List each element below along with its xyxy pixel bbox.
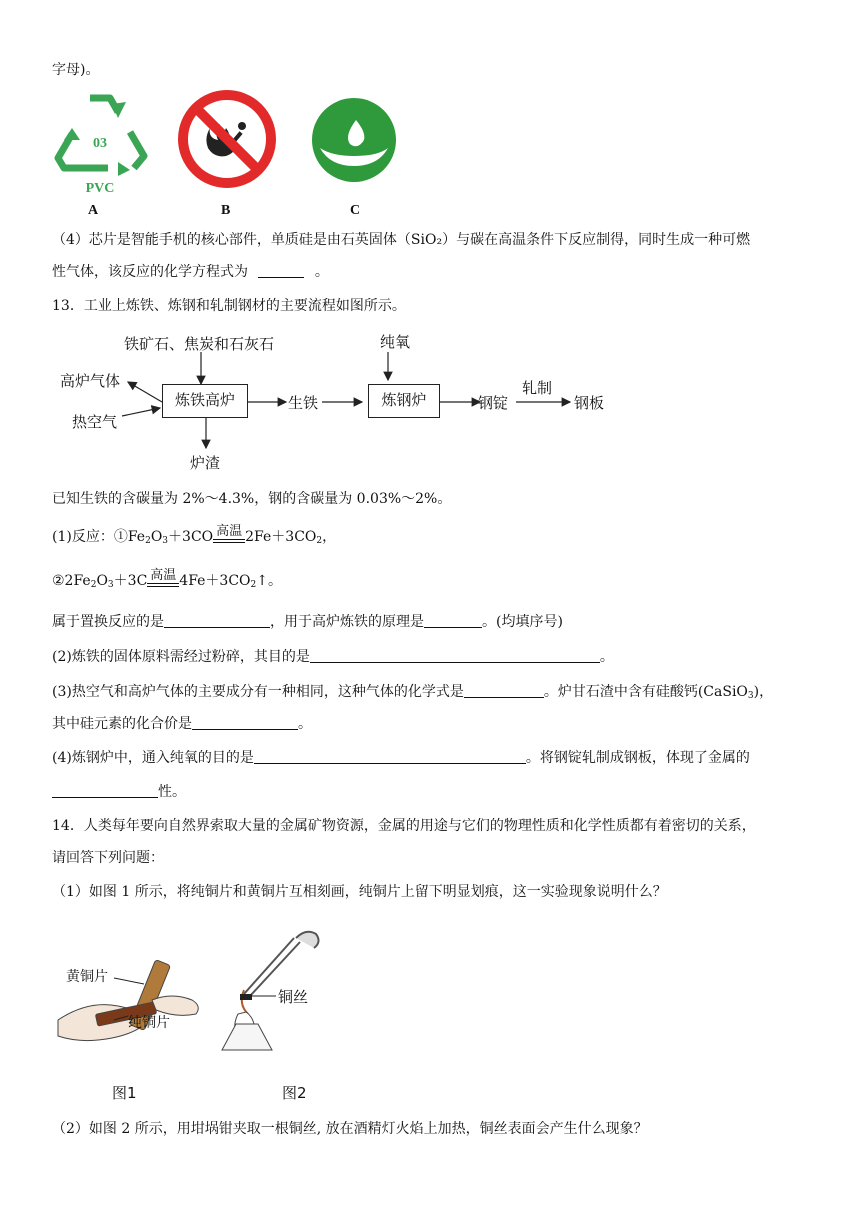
figure-1-illustration [56, 950, 216, 1050]
flow-blast-furnace: 炼铁高炉 [162, 384, 248, 418]
q12-part4-line1: （4）芯片是智能手机的核心部件，单质硅是由石英固体（SiO₂）与碳在高温条件下反应制得，同时生成一种可燃 [52, 232, 751, 248]
flow-raw-materials: 铁矿石、焦炭和石灰石 [124, 335, 275, 353]
flow-steel-plate: 钢板 [574, 394, 605, 412]
fig1-brass-label: 黄铜片 [66, 969, 108, 985]
fig1-caption: 图1 [112, 1084, 137, 1102]
q13-part4-line1: (4)炼钢炉中，通入纯氧的目的是 。将钢锭轧制成钢板，体现了金属的 [52, 750, 750, 766]
fig1-pure-copper-label: 纯铜片 [128, 1015, 170, 1031]
fig2-caption: 图2 [282, 1084, 307, 1102]
flow-pig-iron: 生铁 [288, 394, 319, 412]
water-saving-icon [310, 96, 398, 184]
flow-ingot: 钢锭 [478, 394, 509, 412]
answer-blank[interactable] [52, 783, 158, 798]
fig2-wire-label: 铜丝 [278, 988, 309, 1006]
flow-slag: 炉渣 [190, 454, 221, 472]
q14-title-line1: 14．人类每年要向自然界索取大量的金属矿物资源，金属的用途与它们的物理性质和化学性质都有着密切的关系， [52, 818, 756, 834]
answer-blank[interactable] [192, 715, 298, 730]
q13-known: 已知生铁的含碳量为 2%～4.3%，钢的含碳量为 0.03%～2%。 [52, 491, 452, 507]
icon-a-number: 03 [93, 136, 107, 151]
answer-blank[interactable] [310, 648, 600, 663]
recycle-pvc-icon [52, 88, 152, 198]
label-a: A [88, 203, 99, 218]
answer-blank[interactable] [254, 749, 526, 764]
q13-title: 13．工业上炼铁、炼钢和轧制钢材的主要流程如图所示。 [52, 298, 406, 314]
label-b: B [221, 203, 231, 218]
answer-blank[interactable] [258, 263, 304, 278]
flow-hot-air: 热空气 [72, 413, 118, 431]
flow-oxygen: 纯氧 [380, 333, 411, 351]
q13-part2: (2)炼铁的固体原料需经过粉碎，其目的是 。 [52, 649, 614, 665]
q13-part3-line1: (3)热空气和高炉气体的主要成分有一种相同，这种气体的化学式是 。炉甘石渣中含有硅酸钙(CaSiO$_3$)， [52, 684, 774, 701]
icon-a-text: PVC [85, 181, 115, 196]
reaction-2: $②2Fe_2O_3+3C$ 高温 $4Fe+3CO_2↑$。 [52, 568, 282, 590]
answer-blank[interactable] [464, 683, 544, 698]
q13-part4-line2: 性。 [52, 782, 186, 802]
answer-blank[interactable] [424, 613, 482, 628]
reaction-1: (1)反应：$①Fe_2O_3+3CO$ 高温 $2Fe+3CO_2$， [52, 524, 337, 546]
q13-part3-line2: 其中硅元素的化合价是 。 [52, 716, 312, 732]
flow-steel-furnace: 炼钢炉 [368, 384, 440, 418]
q14-part2: （2）如图 2 所示，用坩埚钳夹取一根铜丝, 放在酒精灯火焰上加热，铜丝表面会产生什么现象？ [52, 1121, 648, 1137]
flow-blast-gas: 高炉气体 [60, 372, 121, 390]
q14-title-line2: 请回答下列问题： [52, 850, 164, 866]
q13-part1: 属于置换反应的是 ，用于高炉炼铁的原理是 。(均填序号) [52, 614, 563, 630]
text-line: 字母)。 [52, 62, 100, 78]
no-fire-icon [176, 88, 278, 190]
answer-blank[interactable] [164, 613, 270, 628]
flow-rolling: 轧制 [522, 379, 553, 397]
q14-part1: （1）如图 1 所示，将纯铜片和黄铜片互相刻画，纯铜片上留下明显划痕，这一实验现象说明什么？ [52, 884, 667, 900]
label-c: C [350, 203, 361, 218]
q12-part4-line2: 性气体，该反应的化学方程式为 。 [52, 264, 329, 280]
